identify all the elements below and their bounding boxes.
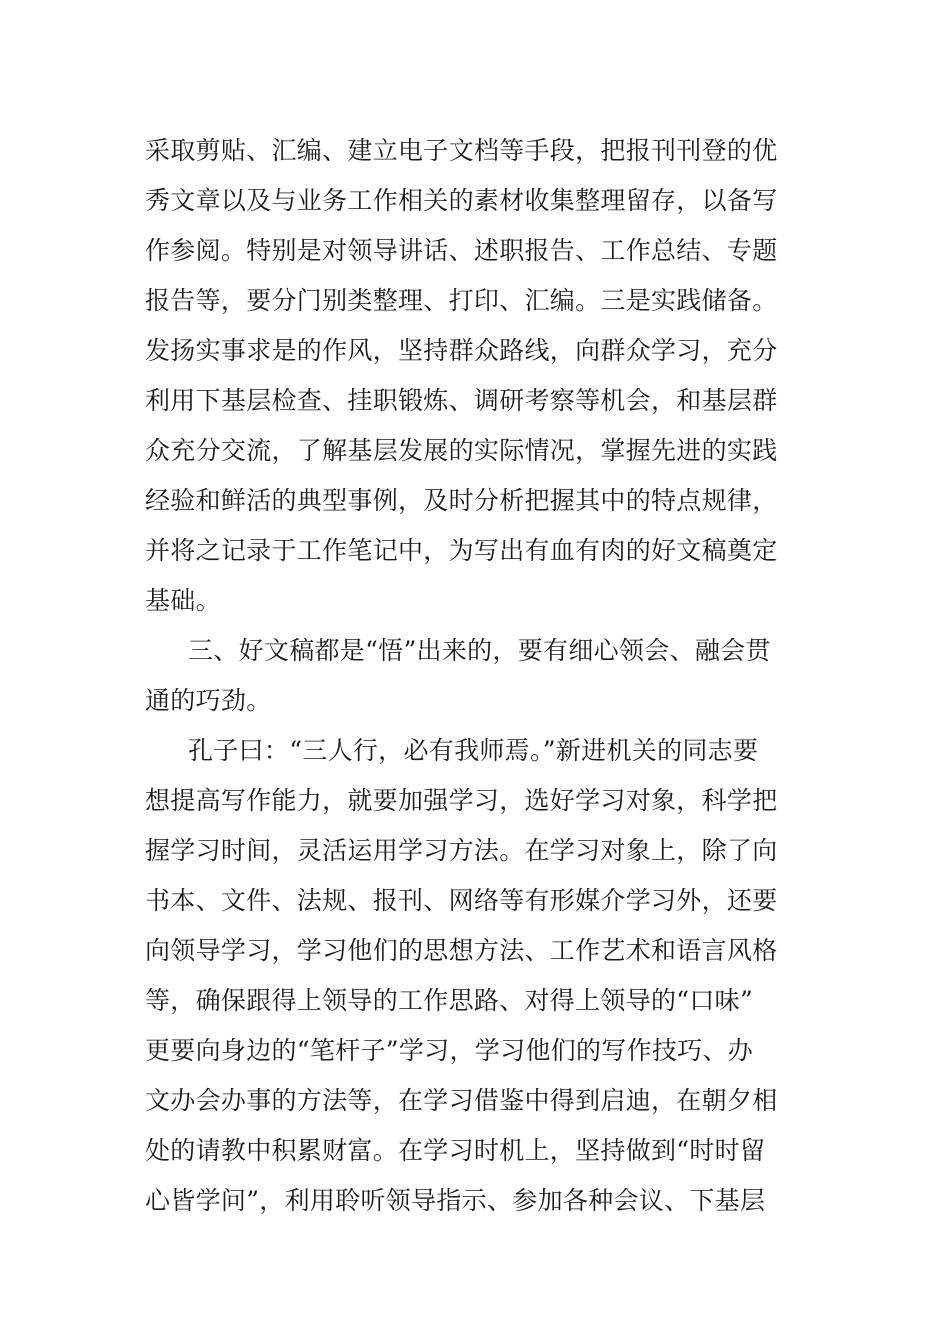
section-heading-line: 三、好文稿都是“悟”出来的，要有细心领会、融会贯: [188, 636, 771, 665]
text-line: 采取剪贴、汇编、建立电子文档等手段，把报刊刊登的优: [145, 136, 778, 165]
text-line: 利用下基层检查、挂职锻炼、调研考察等机会，和基层群: [145, 386, 778, 415]
text-line: 并将之记录于工作笔记中，为写出有血有肉的好文稿奠定: [145, 536, 778, 565]
text-line: 经验和鲜活的典型事例，及时分析把握其中的特点规律，: [145, 486, 778, 515]
text-line: 向领导学习，学习他们的思想方法、工作艺术和语言风格: [145, 936, 778, 965]
text-line: 文办会办事的方法等，在学习借鉴中得到启迪，在朝夕相: [145, 1086, 778, 1115]
text-line: 处的请教中积累财富。在学习时机上，坚持做到“时时留: [145, 1136, 766, 1165]
text-line: 发扬实事求是的作风，坚持群众路线，向群众学习，充分: [145, 336, 778, 365]
text-line: 书本、文件、法规、报刊、网络等有形媒介学习外，还要: [145, 886, 778, 915]
text-line: 想提高写作能力，就要加强学习，选好学习对象，科学把: [145, 786, 778, 815]
text-line: 秀文章以及与业务工作相关的素材收集整理留存，以备写: [145, 186, 778, 215]
body-text: [0, 126, 950, 1226]
section-heading-line: 通的巧劲。: [145, 686, 272, 715]
text-line: 作参阅。特别是对领导讲话、述职报告、工作总结、专题: [145, 236, 778, 265]
text-line: 基础。: [145, 586, 221, 615]
text-line: 握学习时间，灵活运用学习方法。在学习对象上，除了向: [145, 836, 778, 865]
text-line: 更要向身边的“笔杆子”学习，学习他们的写作技巧、办: [145, 1036, 754, 1065]
text-line: 众充分交流，了解基层发展的实际情况，掌握先进的实践: [145, 436, 778, 465]
text-line: 报告等，要分门别类整理、打印、汇编。三是实践储备。: [145, 286, 778, 315]
text-line: 心皆学问”，利用聆听领导指示、参加各种会议、下基层: [145, 1186, 766, 1215]
text-line: 孔子曰：“三人行，必有我师焉。”新进机关的同志要: [188, 736, 759, 765]
text-line: 等，确保跟得上领导的工作思路、对得上领导的“口味”: [145, 986, 754, 1015]
